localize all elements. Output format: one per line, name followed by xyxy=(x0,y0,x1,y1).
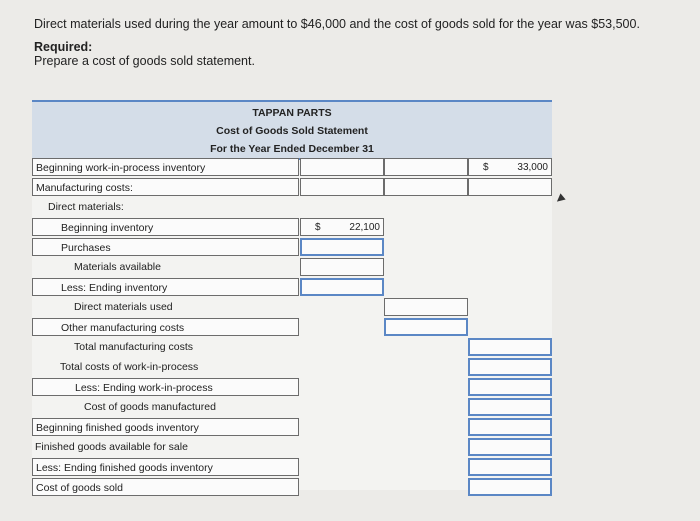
row-cost-of-goods-manufactured xyxy=(32,398,552,418)
amount-input[interactable] xyxy=(468,458,552,476)
amount-input[interactable] xyxy=(384,158,468,176)
row-manufacturing-costs xyxy=(32,178,552,198)
row-label: Total manufacturing costs xyxy=(74,341,194,353)
statement-title: Cost of Goods Sold Statement xyxy=(216,125,368,137)
row-total-manufacturing-costs xyxy=(32,338,552,358)
row-label[interactable]: Manufacturing costs: xyxy=(32,178,299,196)
row-label[interactable]: Beginning work-in-process inventory xyxy=(32,158,299,176)
row-beginning-inventory xyxy=(32,218,552,238)
amount-input[interactable] xyxy=(300,178,384,196)
amount-input[interactable] xyxy=(468,398,552,416)
row-label[interactable]: Other manufacturing costs xyxy=(32,318,299,336)
row-label[interactable]: Beginning inventory xyxy=(32,218,299,236)
row-direct-materials-used xyxy=(32,298,552,318)
row-label: Finished goods available for sale xyxy=(35,441,188,453)
statement-period: For the Year Ended December 31 xyxy=(210,143,374,155)
amount-input[interactable] xyxy=(384,178,468,196)
required-label: Required: xyxy=(34,40,93,54)
row-label[interactable]: Less: Ending inventory xyxy=(32,278,299,296)
problem-statement: Direct materials used during the year amount to $46,000 and the cost of goods sold for the year was $53,500. xyxy=(34,17,640,31)
amount-input[interactable] xyxy=(300,258,384,276)
amount-input[interactable] xyxy=(384,318,468,336)
row-beginning-wip xyxy=(32,158,552,178)
row-total-costs-wip xyxy=(32,358,552,378)
currency-sign: $ xyxy=(483,162,489,173)
cost-of-goods-sold-worksheet xyxy=(32,100,552,494)
problem-text xyxy=(34,14,640,68)
row-label: Total costs of work-in-process xyxy=(60,361,199,373)
amount-value: 33,000 xyxy=(517,162,548,173)
amount-input[interactable] xyxy=(468,378,552,396)
row-label[interactable]: Less: Ending work-in-process xyxy=(32,378,299,396)
company-name: TAPPAN PARTS xyxy=(252,107,332,119)
row-direct-materials xyxy=(32,198,552,218)
row-less-ending-finished-goods xyxy=(32,458,552,478)
mouse-cursor-icon xyxy=(554,193,565,204)
amount-input[interactable] xyxy=(300,158,384,176)
row-label: Materials available xyxy=(74,261,161,273)
amount-input[interactable] xyxy=(468,438,552,456)
row-less-ending-inventory xyxy=(32,278,552,298)
row-label: Direct materials: xyxy=(48,201,124,213)
amount-input[interactable] xyxy=(468,178,552,196)
row-cost-of-goods-sold xyxy=(32,478,552,498)
currency-sign: $ xyxy=(315,222,321,233)
amount-input[interactable] xyxy=(384,298,468,316)
amount-input[interactable] xyxy=(300,278,384,296)
row-purchases xyxy=(32,238,552,258)
amount-input[interactable] xyxy=(468,358,552,376)
instruction: Prepare a cost of goods sold statement. xyxy=(34,54,255,68)
row-finished-goods-available xyxy=(32,438,552,458)
row-label: Cost of goods manufactured xyxy=(84,401,216,413)
amount-input[interactable] xyxy=(468,418,552,436)
amount-input[interactable] xyxy=(300,218,384,236)
row-label[interactable]: Beginning finished goods inventory xyxy=(32,418,299,436)
row-other-manufacturing-costs xyxy=(32,318,552,338)
row-less-ending-wip xyxy=(32,378,552,398)
amount-value: 22,100 xyxy=(349,222,380,233)
row-materials-available xyxy=(32,258,552,278)
row-label[interactable]: Cost of goods sold xyxy=(32,478,299,496)
statement-header xyxy=(32,100,552,160)
row-label[interactable]: Less: Ending finished goods inventory xyxy=(32,458,299,476)
amount-input[interactable] xyxy=(468,158,552,176)
amount-input[interactable] xyxy=(468,338,552,356)
row-beginning-finished-goods xyxy=(32,418,552,438)
amount-input[interactable] xyxy=(468,478,552,496)
row-label[interactable]: Purchases xyxy=(32,238,299,256)
row-label: Direct materials used xyxy=(74,301,173,313)
amount-input[interactable] xyxy=(300,238,384,256)
